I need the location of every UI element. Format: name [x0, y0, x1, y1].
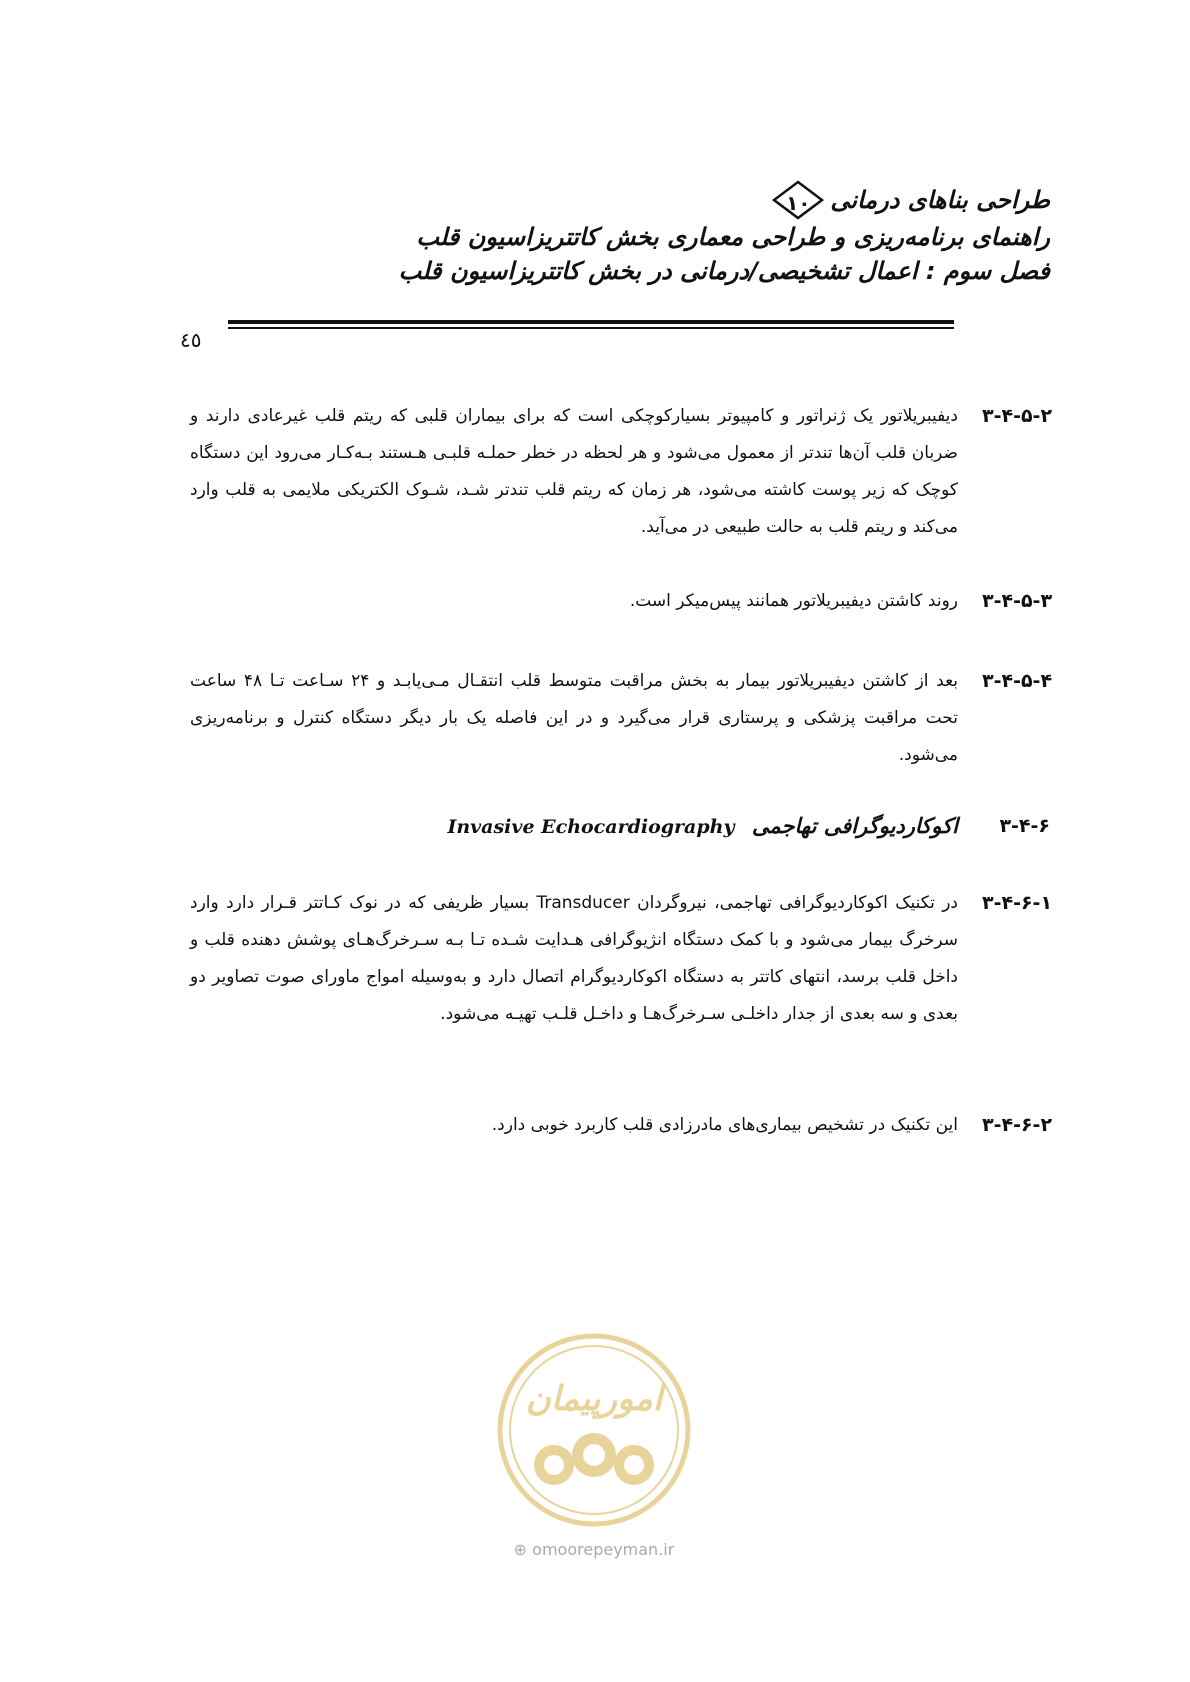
series-title-row — [290, 180, 1050, 220]
section-number: ۳-۴-۵-۴ — [982, 670, 1053, 692]
website-url: omoorepeyman.ir — [532, 1540, 675, 1559]
globe-icon: ⊕ — [513, 1540, 528, 1559]
series-title: طراحی بناهای درمانی — [830, 186, 1050, 214]
section-text: دیفیبریلاتور یک ژنراتور و کامپیوتر بسیارکوچکی است که برای بیماران قلبی که ریتم قلب غیرعادی دارند و ضربان قلب آن‌ها تندتر از معمول می‌شود و هر لحظه در خطر حملـه قلبـی هـستند بـه‌کـار می‌رود این دستگاه کوچک که زیر پوست کاشته می‌شود، هر زمان که ریتم قلب تندتر شـد، شـوک الکتریکی ملایمی به قلب وارد می‌کند و ریتم قلب به حالت طبیعی در می‌آید. — [190, 406, 958, 537]
book-title: راهنمای برنامه‌ریزی و طراحی معماری بخش کاتتریزاسیون قلب — [416, 223, 1050, 251]
header-rule — [228, 320, 954, 329]
section-text: این تکنیک در تشخیص بیماری‌های مادرزادی قلب کاربرد خوبی دارد. — [491, 1115, 958, 1135]
watermark-logo — [494, 1330, 694, 1530]
series-number: ۱۰ — [786, 191, 811, 215]
page-header — [290, 180, 1050, 288]
series-number-badge — [772, 180, 824, 220]
heading-fa: اکوکاردیوگرافی تهاجمی — [751, 814, 958, 838]
section-3-4-6-heading — [190, 808, 1050, 847]
heading-en: Invasive Echocardiography — [447, 816, 735, 838]
section-heading — [190, 808, 958, 847]
section-text: بعد از کاشتن دیفیبریلاتور بیمار به بخش مراقبت متوسط قلب انتقـال مـی‌یابـد و ۲۴ سـاعت تـا ۴۸ ساعت تحت مراقبت پزشکی و پرستاری قرار می‌گیرد و در این فاصله یک بار دیگر دستگاه کنترل و برنامه‌ریزی می‌شود. — [190, 671, 959, 765]
page-number: ٤٥ — [180, 328, 202, 352]
section-3-4-6-2 — [190, 1107, 1053, 1144]
footer-url — [494, 1540, 694, 1559]
section-text: روند کاشتن دیفیبریلاتور همانند پیس‌میکر است. — [629, 591, 958, 611]
section-3-4-5-4 — [190, 663, 1053, 774]
section-number: ۳-۴-۶-۱ — [982, 892, 1053, 914]
section-number: ۳-۴-۵-۲ — [982, 405, 1053, 427]
section-number: ۳-۴-۶-۲ — [982, 1114, 1053, 1136]
section-3-4-6-1 — [190, 885, 1053, 1033]
section-3-4-5-2 — [190, 398, 1053, 546]
svg-text:امورپیمان: امورپیمان — [525, 1379, 663, 1419]
section-number: ۳-۴-۵-۳ — [982, 590, 1053, 612]
logo-seal-icon — [494, 1330, 694, 1530]
section-3-4-5-3 — [190, 583, 1053, 620]
section-text: در تکنیک اکوکاردیوگرافی تهاجمی، نیروگردان Transducer بسیار ظریفی که در نوک کـاتتر قـرار دارد وارد سرخرگ بیمار می‌شود و با کمک دستگاه انژیوگرافی هـدایت شـده تـا بـه سـرخرگ‌هـای پوشش دهنده قلب و داخل قلب برسد، انتهای کاتتر به دستگاه اکوکاردیوگرام اتصال دارد و به‌وسیله امواج ماورای صوت تصاویر دو بعدی و سه بعدی از جدار داخلـی سـرخرگ‌هـا و داخـل قلـب تهیـه می‌شود. — [190, 893, 958, 1024]
chapter-title: فصل سوم : اعمال تشخیصی/درمانی در بخش کاتتریزاسیون قلب — [398, 257, 1050, 285]
section-number: ۳-۴-۶ — [999, 815, 1050, 837]
